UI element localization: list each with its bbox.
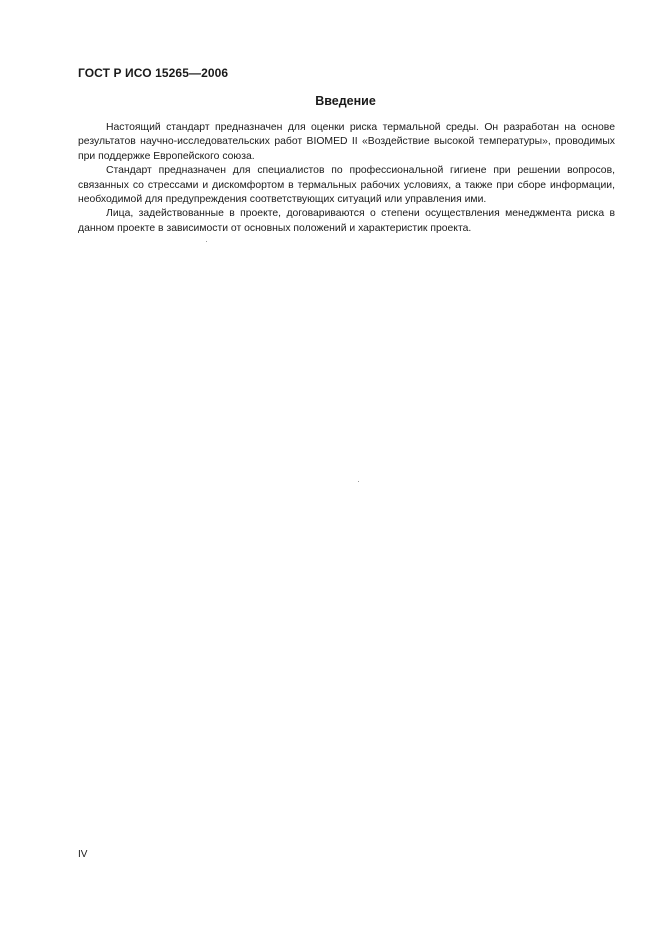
- scan-speck: [358, 481, 359, 482]
- scan-speck: [206, 241, 207, 242]
- paragraph-purpose: Настоящий стандарт предназначен для оценки риска термальной среды. Он разработан на основе результатов научно-исследовательских работ BIOMED II «Воздействие высокой температуры», проводимых при поддержке Европейского союза.: [78, 122, 615, 162]
- page-number: IV: [78, 849, 88, 860]
- paragraph-participants: Лица, задействованные в проекте, договариваются о степени осуществления менеджмента риска в данном проекте в зависимости от основных положений и характеристик проекта.: [78, 208, 615, 234]
- section-title: Введение: [315, 94, 376, 108]
- document-code-header: ГОСТ Р ИСО 15265—2006: [78, 66, 229, 80]
- body-text: [78, 121, 615, 236]
- paragraph-audience: Стандарт предназначен для специалистов по профессиональной гигиене при решении вопросов, связанных со стрессами и дискомфортом в термальных рабочих условиях, а также при сборе информации, необходимой для предупреждения соответствующих ситуаций или управления ими.: [78, 165, 615, 206]
